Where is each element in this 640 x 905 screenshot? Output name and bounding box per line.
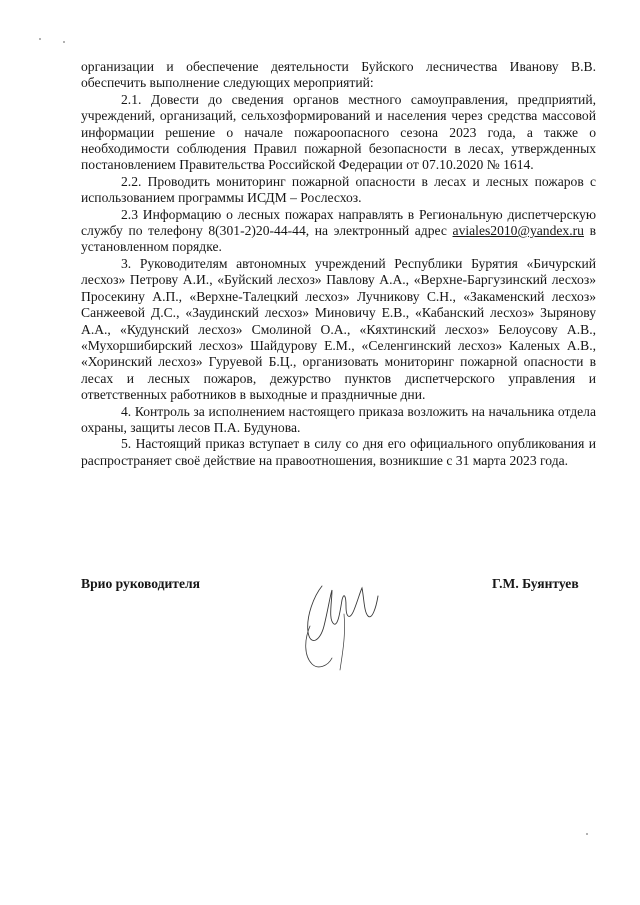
- paragraph-2-3: [81, 207, 596, 256]
- paragraph-2-1: 2.1. Довести до сведения органов местного самоуправления, предприятий, учреждений, организаций, сельхозформирований и населения через средства массовой информации решение о начале пожароопасного сезона 2023 года, а также о необходимости соблюдения Правил пожарной безопасности в лесах, утвержденных постановлением Правительства Российской Федерации от 07.10.2020 № 1614.: [81, 91, 596, 173]
- scan-speck: [63, 41, 65, 43]
- signatory-name: Г.М. Буянтуев: [492, 576, 579, 591]
- paragraph-2-3-text: 2.3 Информацию о лесных пожарах направлять в Региональную диспетчерскую службу по телефону 8(301-2)20-44-44, на электронный адрес: [81, 206, 596, 239]
- signature-stroke: [308, 586, 378, 641]
- paragraph-5: 5. Настоящий приказ вступает в силу со дня его официального опубликования и распространяет своё действие на правоотношения, возникшие с 31 марта 2023 года.: [81, 436, 596, 468]
- email-link[interactable]: aviales2010@yandex.ru: [452, 223, 584, 239]
- document-body: [81, 59, 596, 469]
- handwritten-signature: [288, 566, 398, 676]
- paragraph-intro: организации и обеспечение деятельности Буйского лесничества Иванову В.В. обеспечить выполнение следующих мероприятий:: [81, 59, 596, 91]
- signature-stroke: [340, 614, 345, 670]
- paragraph-4: 4. Контроль за исполнением настоящего приказа возложить на начальника отдела охраны, защиты лесов П.А. Будунова.: [81, 403, 596, 435]
- paragraph-2-2: 2.2. Проводить мониторинг пожарной опасности в лесах и лесных пожаров с использованием программы ИСДМ – Рослесхоз.: [81, 173, 596, 206]
- scan-speck: [586, 833, 588, 835]
- paragraph-2-3-tail: в установленном порядке.: [81, 223, 596, 255]
- scan-speck: [39, 38, 41, 40]
- paragraph-3: 3. Руководителям автономных учреждений Республики Бурятия «Бичурский лесхоз» Петрову А.И., «Буйский лесхоз» Павлову А.А., «Верхне-Баргузинский лесхоз» Просекину А.П., «Верхне-Талецкий лесхоз» Лучникову С.Н., «Закаменский лесхоз» Санжеевой Д.С., «Заудинский лесхоз» Миновичу Е.В., «Кабанский лесхоз» Зырянову А.А., «Кудунский лесхоз» Смолиной О.А., «Кяхтинский лесхоз» Белоусову А.В., «Мухоршибирский лесхоз» Шайдурову Е.М., «Селенгинский лесхоз» Каленых А.В., «Хоринский лесхоз» Гуруевой Б.Ц., организовать мониторинг пожарной опасности в лесах и лесных пожаров, дежурство пунктов диспетчерского управления и ответственных работников в выходные и праздничные дни.: [81, 255, 596, 403]
- signature-stroke: [306, 626, 332, 667]
- signatory-title: Врио руководителя: [81, 576, 200, 591]
